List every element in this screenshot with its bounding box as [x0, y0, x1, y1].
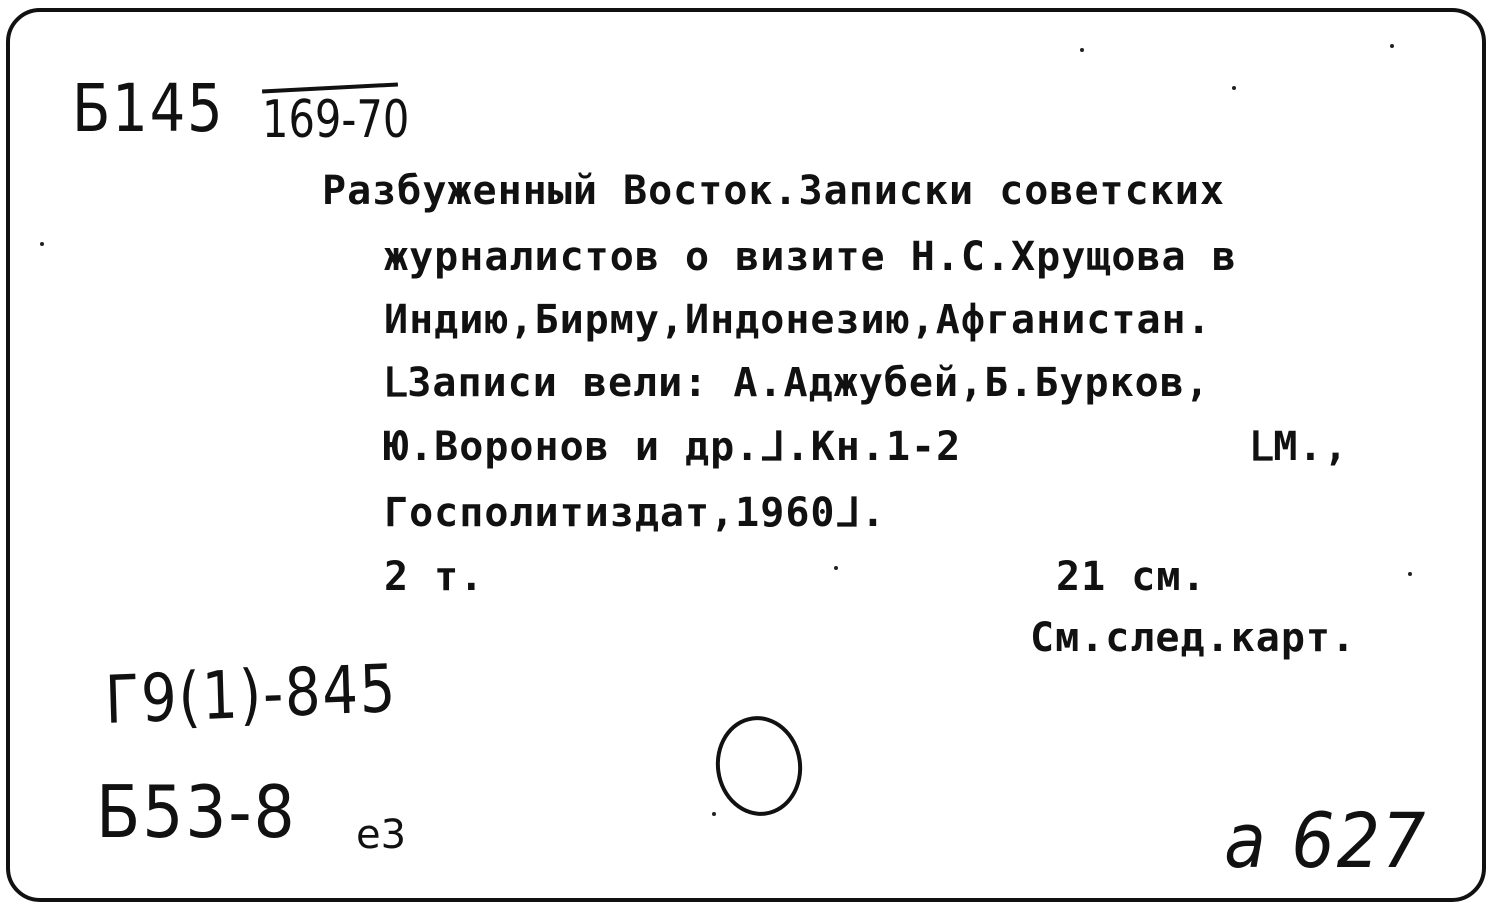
typed-line-size: 21 см. — [1056, 554, 1207, 600]
scan-speck — [40, 242, 44, 246]
typed-line-extent: 2 т. — [384, 554, 485, 600]
typed-line-publisher: Госполитиздат,1960ᒧ. — [384, 490, 886, 536]
scan-speck — [834, 566, 838, 570]
scan-speck — [1408, 572, 1412, 576]
typed-line-place: ᒪМ., — [1250, 424, 1349, 470]
accession-number: 169-70 — [262, 90, 410, 150]
code-suffix-handwritten: е3 — [356, 812, 407, 858]
scan-speck — [1080, 48, 1084, 52]
scan-speck — [712, 812, 716, 816]
classification-handwritten: Г9(1)-845 — [104, 650, 399, 739]
scan-speck — [1390, 44, 1394, 48]
call-number-handwritten: Б145 — [72, 70, 225, 147]
scan-speck — [1232, 86, 1236, 90]
typed-line-2: журналистов о визите Н.С.Хрущова в — [384, 234, 1237, 280]
inventory-number-handwritten: a 627 — [1224, 796, 1428, 885]
typed-line-volume: Ю.Воронов и др.ᒧ.Кн.1-2 — [384, 424, 962, 470]
typed-line-authors: ᒪЗаписи вели: А.Аджубей,Б.Бурков, — [384, 360, 1210, 406]
typed-line-see-next: См.след.карт. — [1030, 615, 1357, 661]
typed-line-3: Индию,Бирму,Индонезию,Афганистан. — [384, 297, 1212, 343]
code-handwritten: Б53-8 — [96, 770, 297, 854]
typed-line-title: Разбуженный Восток.Записки советских — [322, 168, 1225, 214]
